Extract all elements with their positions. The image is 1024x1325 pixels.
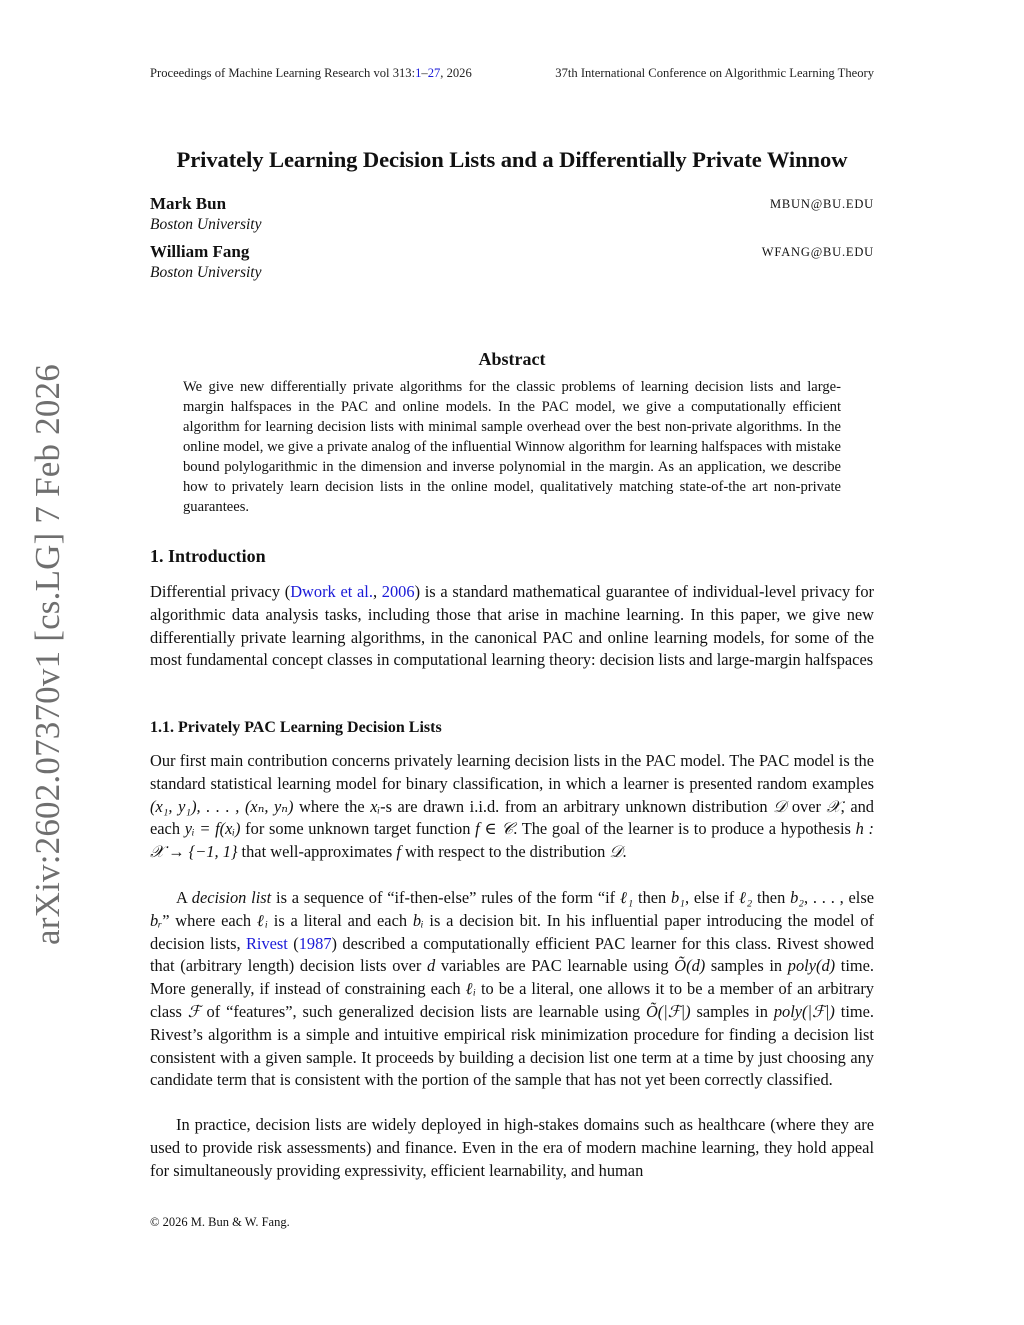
conference-name: 37th International Conference on Algorithmic Learning Theory [555,66,874,80]
emphasis-term: decision list [191,888,272,907]
math-inline: yᵢ = f(xᵢ) [184,819,241,839]
math-inline: 𝒟 [609,842,623,862]
section-heading-introduction: 1. Introduction [150,546,266,566]
math-inline: h : 𝒳 → {−1, 1} [150,819,874,862]
abstract-heading: Abstract [478,349,546,369]
math-inline: 𝒳 [826,796,841,816]
subsection-heading-pac: 1.1. Privately PAC Learning Decision Lists [150,719,442,736]
page-start-link[interactable]: 1 [415,66,422,80]
math-inline: (x₁, y₁), . . . , (xₙ, yₙ) [150,796,294,816]
math-inline: Õ(d) [674,956,706,976]
math-inline: ℓ₁ [619,888,634,907]
math-inline: bᵣ [150,910,163,930]
paper-title: Privately Learning Decision Lists and a Differentially Private Winnow [176,147,848,172]
page-end-link[interactable]: 27 [427,66,441,80]
math-inline: ℓ₂ [738,888,753,907]
math-inline: ℓᵢ [256,910,269,930]
intro-paragraph: Differential privacy (Dwork et al., 2006) is a standard mathematical guarantee of individual-level privacy for algorithmic data analysis tasks, including those that arise in machine learning. In this paper, we give new differentially private learning algorithms, in the canonical PAC and online learning models, for some of the most fundamental concept classes in computational learning theory: decision lists and large-margin halfspaces [150,582,874,670]
author-block [150,194,874,242]
math-inline: 𝒟 [773,796,787,816]
practice-paragraph: In practice, decision lists are widely deployed in high-stakes domains such as healthcare (where they are used to provide risk assessments) and finance. Even in the era of modern machine learning, they hold appeal for simultaneously providing expressivity, efficient learnability, and human [150,1115,874,1180]
math-inline: f ∈ 𝒞 [475,819,514,839]
author-name: William Fang [150,242,250,261]
math-inline: b₁ [671,888,685,907]
math-inline: Õ(|ℱ|) [645,1001,691,1021]
author-block [150,242,874,290]
arxiv-stamp-area [25,364,71,945]
pac-paragraph: Our first main contribution concerns privately learning decision lists in the PAC model. The PAC model is the standard statistical learning model for binary classification, in which a learner is presented random examples (x₁, y₁), . . . , (xₙ, yₙ) where the xᵢ-s are drawn i.i.d. from an arbitrary unknown distribution 𝒟 over 𝒳, and each yᵢ = f(xᵢ) for some unknown target function f ∈ 𝒞. The goal of the learner is to produce a hypothesis h : 𝒳 → {−1, 1} that well-approximates f with respect to the distribution 𝒟. [150,751,874,862]
math-inline: bᵢ [412,910,424,930]
author-affiliation: Boston University [150,264,262,281]
math-inline: ℓᵢ [465,979,476,999]
math-inline: xᵢ [370,796,381,816]
math-inline: d [427,956,436,976]
copyright-notice: © 2026 M. Bun & W. Fang. [150,1215,290,1229]
author-email: WFANG@BU.EDU [761,245,874,259]
author-email: MBUN@BU.EDU [770,197,874,211]
citation-rivest-year-link[interactable]: 1987 [298,933,332,953]
math-inline: poly(d) [787,956,836,976]
arxiv-stamp: arXiv:2602.07370v1 [cs.LG] 7 Feb 2026 [28,364,67,945]
math-inline: f [396,842,401,862]
math-inline: b₂ [790,888,804,907]
abstract-text: We give new differentially private algorithms for the classic problems of learning decision lists and large-margin halfspaces in the PAC and online models. In the PAC model, we give a computationally efficient algorithm for learning decision lists with minimal sample overhead over the best non-private algorithms. In the online model, we give a private analog of the influential Winnow algorithm for learning halfspaces with mistake bound polylogarithmic in the dimension and inverse polynomial in the margin. As an application, we describe how to privately learn decision lists in the online model, qualitatively matching state-of-the art non-private guarantees. [183,379,841,515]
math-inline: ℱ [187,1001,201,1021]
author-name: Mark Bun [150,194,227,213]
citation-rivest-link[interactable]: Rivest [245,933,288,953]
math-inline: poly(|ℱ|) [773,1001,835,1021]
proceedings-line: Proceedings of Machine Learning Research vol 313:1–27, 2026 [150,66,472,80]
author-affiliation: Boston University [150,216,262,233]
decision-list-paragraph: A decision list is a sequence of “if-then-else” rules of the form “if ℓ₁ then b₁, else if ℓ₂ then b₂, . . . , else bᵣ” where each ℓᵢ is a literal and each bᵢ is a decision bit. In his influential paper introducing the model of decision lists, Rivest (1987) described a computationally efficient PAC learner for this class. Rivest showed that (arbitrary length) decision lists over d variables are PAC learnable using Õ(d) samples in poly(d) time. More generally, if instead of constraining each ℓᵢ to be a literal, one allows it to be a member of an arbitrary class ℱ of “features”, such generalized decision lists are learnable using Õ(|ℱ|) samples in poly(|ℱ|) time. Rivest’s algorithm is a simple and intuitive empirical risk minimization procedure for finding a decision list consistent with a given sample. It proceeds by building a decision list one term at a time by just choosing any candidate term that is consistent with the portion of the sample that has not yet been correctly classified. [150,888,875,1090]
citation-dwork-year-link[interactable]: 2006 [381,582,415,601]
citation-dwork-link[interactable]: Dwork et al. [290,582,373,601]
